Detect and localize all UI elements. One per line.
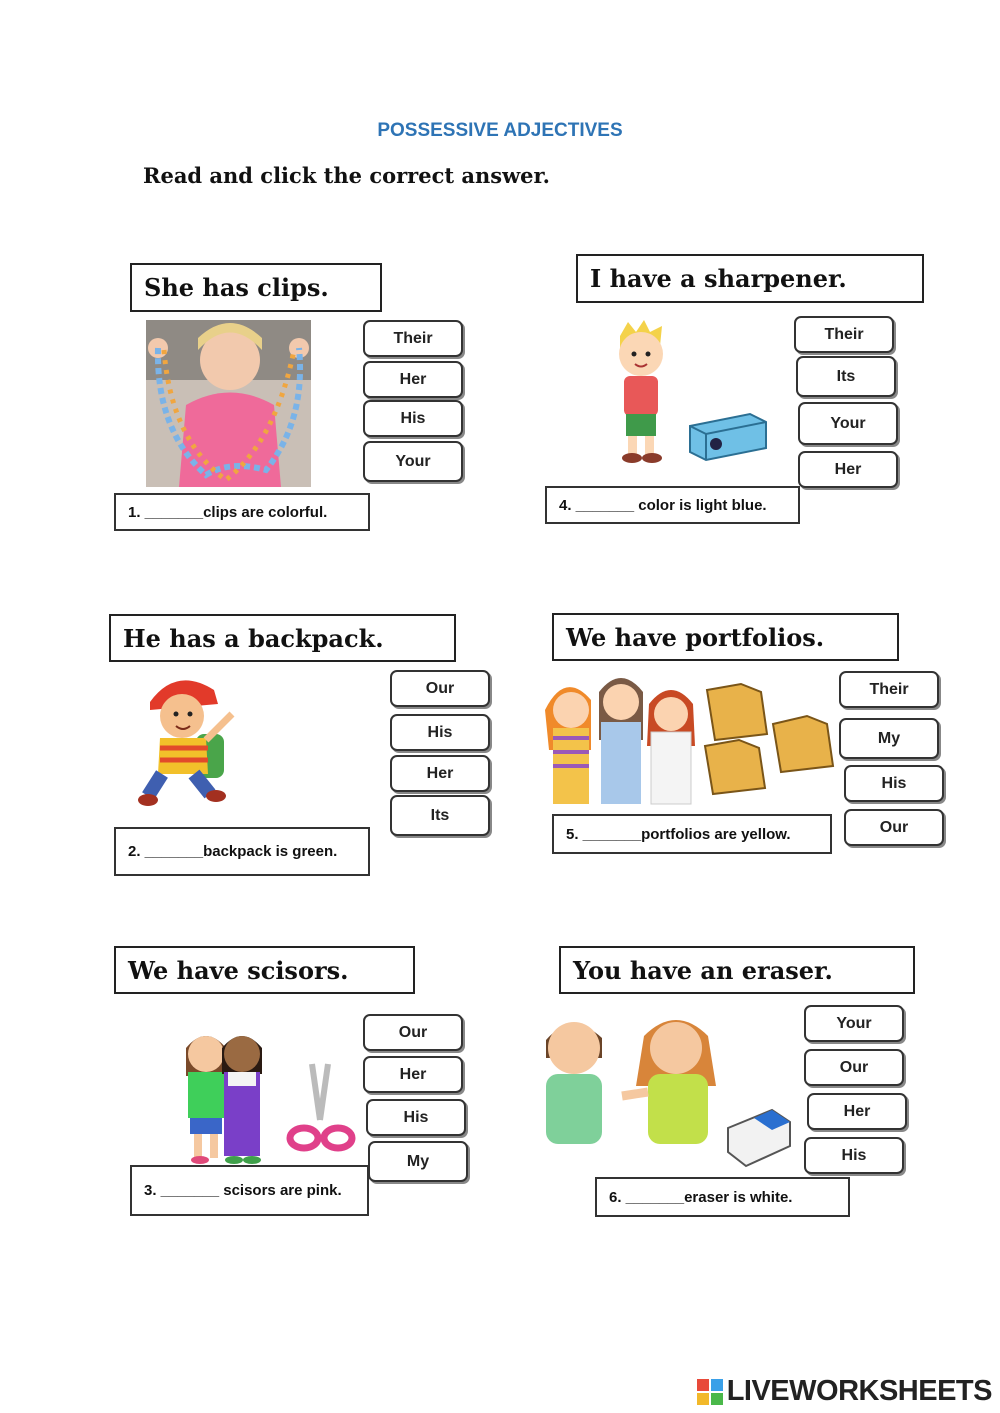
- exercise-4-option-its[interactable]: Its: [796, 356, 896, 397]
- exercise-1-heading: She has clips.: [130, 263, 382, 312]
- exercise-5-option-their[interactable]: Their: [839, 671, 939, 708]
- exercise-3-option-our[interactable]: Our: [363, 1014, 463, 1051]
- exercise-1-option-their[interactable]: Their: [363, 320, 463, 357]
- exercise-6-sentence: 6. _______eraser is white.: [595, 1177, 850, 1217]
- exercise-2-option-our[interactable]: Our: [390, 670, 490, 707]
- exercise-5-sentence: 5. _______portfolios are yellow.: [552, 814, 832, 854]
- exercise-3-option-his[interactable]: His: [366, 1099, 466, 1136]
- exercise-5-option-my[interactable]: My: [839, 718, 939, 759]
- exercise-4-option-her[interactable]: Her: [798, 451, 898, 488]
- exercise-5-heading: We have portfolios.: [552, 613, 899, 661]
- exercise-2-heading: He has a backpack.: [109, 614, 456, 662]
- exercise-5-option-our[interactable]: Our: [844, 809, 944, 846]
- exercise-3-option-her[interactable]: Her: [363, 1056, 463, 1093]
- exercise-4-heading: I have a sharpener.: [576, 254, 924, 303]
- exercise-5-option-his[interactable]: His: [844, 765, 944, 802]
- exercise-4-option-your[interactable]: Your: [798, 402, 898, 445]
- exercise-3-option-my[interactable]: My: [368, 1141, 468, 1182]
- exercise-6-heading: You have an eraser.: [559, 946, 915, 994]
- exercise-6-option-our[interactable]: Our: [804, 1049, 904, 1086]
- exercise-6-option-her[interactable]: Her: [807, 1093, 907, 1130]
- instruction: Read and click the correct answer.: [143, 163, 550, 188]
- exercise-6-option-his[interactable]: His: [804, 1137, 904, 1174]
- liveworksheets-logo-text: LIVEWORKSHEETS: [726, 1375, 992, 1407]
- exercise-2-option-his[interactable]: His: [390, 714, 490, 751]
- exercise-2-option-her[interactable]: Her: [390, 755, 490, 792]
- boy-and-sharpener-illustration: [610, 318, 770, 468]
- exercise-3-sentence: 3. _______ scisors are pink.: [130, 1165, 369, 1216]
- exercise-6-option-your[interactable]: Your: [804, 1005, 904, 1042]
- page-title: POSSESSIVE ADJECTIVES: [377, 120, 623, 141]
- exercise-4-sentence: 4. _______ color is light blue.: [545, 486, 800, 524]
- exercise-1-option-his[interactable]: His: [363, 400, 463, 437]
- girls-and-portfolios-illustration: [545, 670, 837, 804]
- exercise-1-option-her[interactable]: Her: [363, 361, 463, 398]
- kids-and-scissors-illustration: [180, 1028, 352, 1166]
- boy-with-backpack-illustration: [136, 670, 244, 814]
- liveworksheets-logo-icon: [697, 1379, 723, 1405]
- exercise-3-heading: We have scisors.: [114, 946, 415, 994]
- exercise-1-option-your[interactable]: Your: [363, 441, 463, 482]
- exercise-2-sentence: 2. _______backpack is green.: [114, 827, 370, 876]
- liveworksheets-logo: [697, 1375, 992, 1408]
- girl-with-clips-photo: [146, 320, 311, 487]
- exercise-4-option-their[interactable]: Their: [794, 316, 894, 353]
- kids-and-eraser-illustration: [540, 1010, 796, 1170]
- exercise-2-option-its[interactable]: Its: [390, 795, 490, 836]
- exercise-1-sentence: 1. _______clips are colorful.: [114, 493, 370, 531]
